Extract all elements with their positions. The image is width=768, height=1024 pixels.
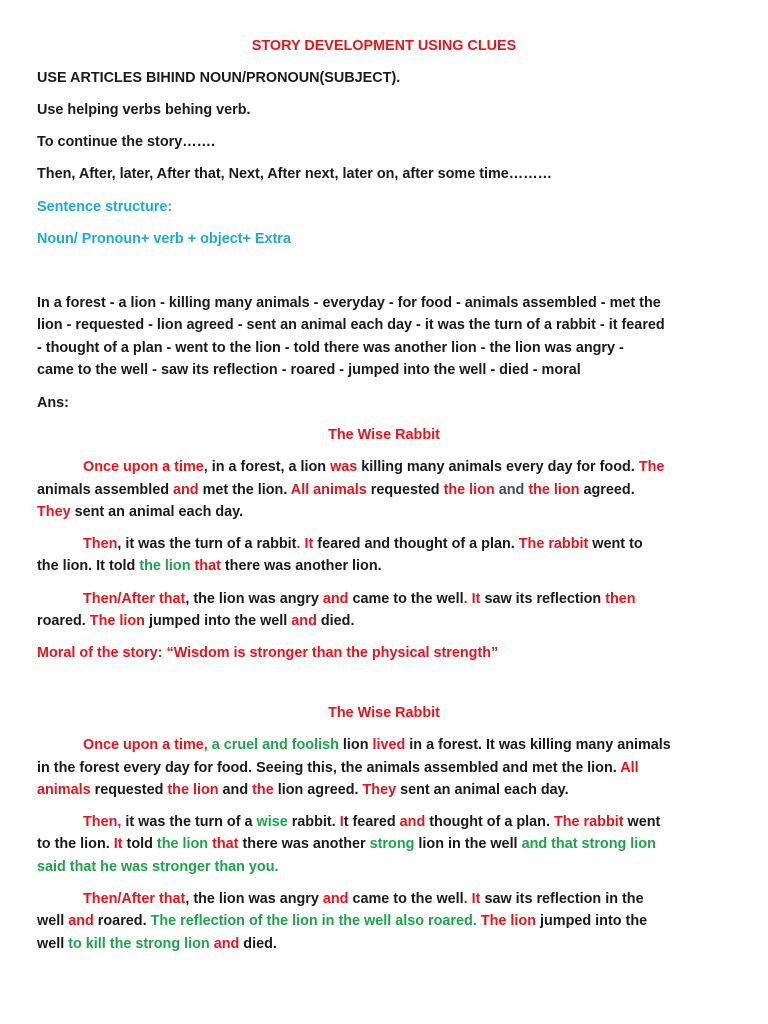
segment: and: [399, 814, 426, 830]
story1-p1-line1: [37, 456, 664, 478]
segment: well: [37, 913, 69, 929]
segment: They: [37, 504, 71, 520]
segment: that: [212, 836, 239, 852]
segment: met the lion.: [198, 482, 291, 498]
segment: . It: [463, 591, 481, 607]
segment: The rabbit: [553, 814, 624, 830]
story2-p3-line2: [37, 910, 647, 932]
story1-p3-line1: [37, 588, 636, 610]
segment: , the lion was angry: [185, 891, 323, 907]
segment: All: [620, 760, 639, 776]
segment: thought of a plan.: [425, 814, 554, 830]
segment: there was another: [238, 836, 370, 852]
story1-p3-line2: [37, 610, 354, 632]
segment: a cruel and foolish: [211, 737, 339, 753]
segment: They: [362, 782, 397, 798]
segment: to kill the strong lion: [68, 936, 210, 952]
segment: the lion. It told: [37, 558, 140, 574]
story1-p1-line3: [37, 501, 243, 523]
segment: lion agreed.: [273, 782, 363, 798]
segment: , it was the turn of a rabbit: [117, 536, 297, 552]
segment: The lion: [89, 613, 145, 629]
segment: requested: [366, 482, 444, 498]
story2-p3-line1: [37, 888, 644, 910]
answer-label: Ans:: [37, 395, 69, 411]
segment: feared and thought of a plan.: [313, 536, 519, 552]
segment: that: [194, 558, 221, 574]
segment: and: [291, 613, 317, 629]
segment: roared.: [37, 613, 90, 629]
segment: animals assembled: [37, 482, 173, 498]
segment: the lion: [167, 782, 219, 798]
story2-title: The Wise Rabbit: [328, 705, 440, 721]
structure-label: Sentence structure:: [37, 199, 173, 215]
rule-helping-verbs: Use helping verbs behing verb.: [37, 102, 251, 118]
story2-p3-line3: [37, 933, 277, 955]
segment: roared.: [93, 913, 151, 929]
segment: and that strong lion: [521, 836, 656, 852]
segment: lion: [338, 737, 373, 753]
segment: died.: [239, 936, 277, 952]
segment: It: [113, 836, 123, 852]
segment: the lion: [156, 836, 209, 852]
segment: wise: [256, 814, 288, 830]
segment: the: [252, 782, 274, 798]
segment: came to the well: [348, 591, 464, 607]
story1-p2-line2: [37, 555, 382, 577]
segment: and: [218, 782, 253, 798]
segment: jumped into the well: [144, 613, 292, 629]
segment: . It: [296, 536, 314, 552]
rule-continue: To continue the story…….: [37, 134, 216, 150]
connector-words: Then, After, later, After that, Next, After next, later on, after some time………: [37, 166, 552, 182]
segment: and: [213, 936, 240, 952]
segment: Then/After that: [83, 591, 186, 607]
segment: it was the turn of a: [121, 814, 257, 830]
segment: sent an animal each day.: [70, 504, 244, 520]
segment: was: [330, 459, 358, 475]
segment: The rabbit: [518, 536, 589, 552]
segment: said that he was stronger than you.: [37, 859, 279, 875]
segment: sent an animal each day.: [396, 782, 569, 798]
segment: in a forest. It was killing many animals: [405, 737, 671, 753]
page-title: STORY DEVELOPMENT USING CLUES: [251, 38, 517, 54]
segment: Once upon a time: [83, 459, 204, 475]
segment: . It: [463, 891, 481, 907]
segment: went to: [588, 536, 643, 552]
segment: Then,: [83, 814, 122, 830]
clues-line-2: lion - requested - lion agreed - sent an animal each day - it was the turn of a rabbit - it feared: [37, 317, 665, 333]
segment: and: [322, 891, 349, 907]
segment: , in a forest, a lion: [203, 459, 331, 475]
story2-p2-line3: [37, 856, 279, 878]
segment: told: [122, 836, 157, 852]
story2-p2-line1: [37, 811, 660, 833]
segment: and: [494, 482, 529, 498]
segment: well: [37, 936, 69, 952]
segment: and: [68, 913, 94, 929]
segment: the lion: [443, 482, 495, 498]
story1-title: The Wise Rabbit: [328, 427, 440, 443]
segment: then: [605, 591, 636, 607]
segment: strong: [369, 836, 415, 852]
story2-p1-line3: [37, 779, 569, 801]
segment: requested: [90, 782, 168, 798]
story1-p1-line2: [37, 479, 635, 501]
segment: the lion: [139, 558, 191, 574]
segment: saw its reflection: [480, 591, 606, 607]
segment: I: [339, 814, 344, 830]
segment: The lion: [480, 913, 537, 929]
segment: and: [172, 482, 199, 498]
segment: agreed.: [579, 482, 635, 498]
story2-p1-line1: [37, 734, 671, 756]
segment: t feared: [343, 814, 400, 830]
segment: and: [322, 591, 349, 607]
segment: died.: [316, 613, 355, 629]
segment: lived: [372, 737, 406, 753]
story2-p2-line2: [37, 833, 656, 855]
segment: there was another lion.: [220, 558, 382, 574]
segment: , the lion was angry: [185, 591, 323, 607]
segment: Then/After that: [83, 891, 186, 907]
segment: Once upon a time,: [83, 737, 212, 753]
segment: The: [638, 459, 665, 475]
clues-line-1: In a forest - a lion - killing many animals - everyday - for food - animals assembled - met the: [37, 295, 661, 311]
segment: the lion: [528, 482, 580, 498]
segment: The reflection of the lion in the well also roared.: [150, 913, 477, 929]
segment: in the forest every day for food. Seeing this, the animals assembled and met the lion.: [37, 760, 621, 776]
structure-formula: Noun/ Pronoun+ verb + object+ Extra: [37, 231, 291, 247]
segment: to the lion.: [37, 836, 114, 852]
segment: All animals: [290, 482, 367, 498]
segment: went: [623, 814, 661, 830]
story2-p1-line2: [37, 757, 639, 779]
clues-line-3: - thought of a plan - went to the lion - told there was another lion - the lion was angry -: [37, 340, 624, 356]
rule-articles: USE ARTICLES BIHIND NOUN/PRONOUN(SUBJECT).: [37, 70, 401, 86]
story1-moral: Moral of the story: “Wisdom is stronger than the physical strength”: [37, 645, 499, 661]
segment: Then: [83, 536, 118, 552]
segment: jumped into the: [536, 913, 648, 929]
segment: killing many animals every day for food.: [357, 459, 639, 475]
segment: came to the well: [348, 891, 464, 907]
segment: animals: [37, 782, 91, 798]
segment: lion in the well: [414, 836, 522, 852]
segment: saw its reflection in the: [480, 891, 644, 907]
story1-p2-line1: [37, 533, 643, 555]
segment: rabbit.: [287, 814, 340, 830]
clues-line-4: came to the well - saw its reflection - roared - jumped into the well - died - moral: [37, 362, 581, 378]
